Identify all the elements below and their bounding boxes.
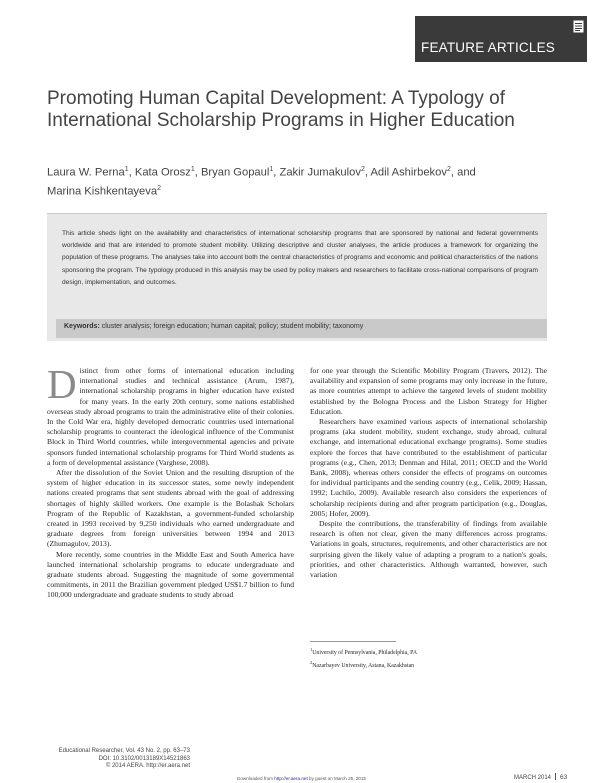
journal-line: Educational Researcher, Vol. 43 No. 2, pp. 63–73: [58, 748, 190, 754]
issue-date: MARCH 2014: [514, 775, 552, 781]
body-paragraph: Researchers have examined various aspects of international scholarship programs (aka student mobility, student exchange, study abroad, cultural exchange, and international educational exchange programs). Some studies explore the forces that have contributed to the establishment of particular programs (e.g., Chen, 2013; Denman and Hilal, 2011; OECD and the World Bank, 2008), whereas others consider the effects of programs on outcomes for individual participants and the sending country (e.g., Celik, 2009; Hassan, 1992; Luchilo, 2009). Available research also considers the experiences of scholarship recipients during and after program participation (e.g., Douglas, 2005; Hofer, 2009).: [310, 417, 547, 518]
journal-citation: [0, 748, 190, 771]
author-affiliation-mark: 2: [446, 166, 451, 173]
keywords-box: [56, 319, 547, 338]
author-name: Bryan Gopaul: [200, 166, 270, 179]
copyright-line: © 2014 AERA. http://er.aera.net: [105, 763, 190, 770]
body-paragraph: Despite the contributions, the transferability of findings from available research is often not clear, given the many differences across programs. Variations in goals, structures, requirements, and other characteristics are not surprising given the likely value of adapting a program to a nation's goals, priorities, and other characteristics. Although warranted, however, such variation: [310, 519, 547, 580]
page-number: 63: [560, 774, 568, 781]
author-affiliation-mark: 1: [190, 166, 195, 173]
author-affiliation-mark: 2: [360, 166, 365, 173]
author-name: Laura W. Perna: [47, 166, 125, 179]
article-title: Promoting Human Capital Development: A Typology of International Scholarship Programs in Higher Education: [47, 88, 515, 131]
section-header-bar: [415, 16, 587, 62]
download-notice: Downloaded from http://er.aera.net by guest on March 25, 2015: [237, 776, 366, 781]
body-paragraph: After the dissolution of the Soviet Union and the resulting disruption of the system of higher education in its successor states, some newly independent nations created programs that sent students abroad with the goal of addressing shortages of highly skilled workers. One example is the Bolashak Scholars Program of the Republic of Kazakhstan, a government-funded scholarship created in 1993 received by 9,250 individuals who earned undergraduate and graduate degrees from foreign universities between 1994 and 2013 (Zhumagulov, 2013).: [47, 468, 294, 549]
body-column-right: [310, 366, 547, 580]
author-affiliation-mark: 1: [124, 166, 129, 173]
author-affiliation-mark: 1: [269, 166, 274, 173]
abstract-text: This article sheds light on the availability and characteristics of international scholarship programs that are sponsored by national and federal governments worldwide and that are intended to promote student mobility. Utilizing descriptive and cluster analyses, the article produces a framework for organizing the population of these programs. The analyses take into account both the central characteristics of programs and economic and political characteristics of the nations sponsoring the program. The typology produced in this analysis may be used by policy makers and researchers to facilitate cross-national comparisons of program design, implementation, and outcomes.: [62, 230, 538, 286]
section-label: FEATURE ARTICLES: [421, 40, 555, 55]
download-link[interactable]: http://er.aera.net: [274, 776, 308, 781]
doi-line: DOI: 10.3102/0013189X14521863: [98, 755, 190, 762]
body-paragraph: for one year through the Scientific Mobility Program (Travers, 2012). The availability and expansion of some programs may only increase in the future, as more countries attempt to achieve the targeted levels of student mobility established by the Bologna Process and the Lisbon Strategy for Higher Education.: [310, 366, 547, 416]
author-name: Zakir Jumakulov: [279, 166, 361, 179]
footnotes: [310, 645, 547, 672]
footer-separator: [555, 773, 556, 780]
body-paragraph: More recently, some countries in the Middle East and South America have launched international scholarship programs to educate undergraduate and graduate students abroad. Suggesting the magnitude of some governmental commitments, in 2011 the Brazilian government pledged US$1.7 billion to fund 100,000 undergraduate and graduate students to study abroad: [47, 549, 294, 600]
author-name: Adil Ashirbekov: [370, 166, 447, 179]
body-column-left: [47, 361, 294, 601]
author-affiliation-mark: 2: [157, 184, 161, 192]
author-list: Laura W. Perna$^1$, Kata Orosz$^1$, Bryan Gopaul$^1$, Zakir Jumakulov$^2$, Adil Ashirbekov$^2$, and Marina Kishkentayeva$^2$: [47, 166, 476, 198]
footnote-divider: [310, 641, 396, 642]
document-icon: [573, 20, 584, 33]
footnote: $^1$University of Pennsylvania, Philadelphia, PA: [310, 647, 418, 656]
body-paragraph-text: istinct from other forms of international education including international studies and technical assistance (Arum, 1987), international scholarship programs in higher education have existed for many years. In the early 20th century, some nations established overseas study abroad programs to train the administrative elite of their colonies. In the Cold War era, highly developed democratic countries used international scholarship programs to counteract the ideological influence of the Communist Block in Third World countries, while intergovernmental agencies and private sponsors funded international scholarship programs for Third World students as a form of developmental assistance (Varghese, 2008).: [47, 366, 294, 467]
footnote: $^2$Nazarbayev University, Astana, Kazakhstan: [310, 660, 415, 670]
keywords-label: Keywords:: [64, 323, 100, 330]
keywords-line: [64, 323, 363, 330]
author-name: Marina Kishkentayeva: [47, 185, 158, 198]
keywords-list: cluster analysis; foreign education; human capital; policy; student mobility; taxonomy: [101, 323, 364, 330]
drop-cap: D: [47, 361, 77, 407]
body-paragraph: [47, 361, 294, 468]
page-footer: [514, 773, 567, 781]
author-name: Kata Orosz: [134, 166, 191, 179]
